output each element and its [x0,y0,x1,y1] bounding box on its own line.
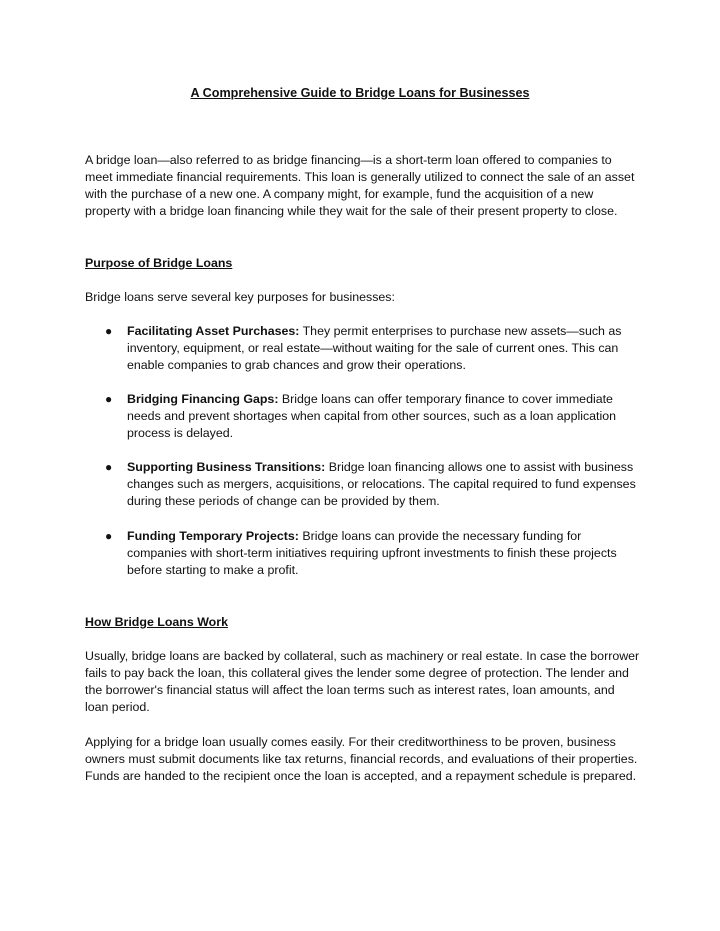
bullet-text: Bridge loans can offer temporary finance to cover immediate needs and prevent shortages when capital from other sources, such as a loan application process is delayed. [127,392,617,441]
purpose-lead-paragraph: Bridge loans serve several key purposes for businesses: [85,290,395,304]
bullet-text: They permit enterprises to purchase new assets—such as inventory, equipment, or real estate—without waiting for the sale of current ones. This can enable companies to grab chances and grow their operations. [127,324,622,373]
how-paragraph-collateral: Usually, bridge loans are backed by collateral, such as machinery or real estate. In case the borrower fails to pay back the loan, this collateral gives the lender some degree of protection. The lender and the borrower's financial status will affect the loan terms such as interest rates, loan amounts, and loan period. [85,649,640,715]
bullet-icon: ● [105,529,113,543]
bullet-term: Supporting Business Transitions: [127,460,326,474]
bullet-item-business-transitions [105,459,641,510]
bullet-item-temporary-projects [105,528,641,579]
bullet-item-asset-purchases [105,323,641,374]
bullet-term: Bridging Financing Gaps: [127,392,279,406]
bullet-icon: ● [105,460,113,474]
bullet-icon: ● [105,324,113,338]
bullet-term: Facilitating Asset Purchases: [127,324,300,338]
purpose-heading: Purpose of Bridge Loans [85,256,233,270]
intro-paragraph: A bridge loan—also referred to as bridge financing—is a short-term loan offered to companies to meet immediate financial requirements. This loan is generally utilized to connect the sale of an asset with the purchase of a new one. A company might, for example, fund the acquisition of a new property with a bridge loan financing while they wait for the sale of their present property to close. [85,153,635,219]
how-paragraph-application: Applying for a bridge loan usually comes easily. For their creditworthiness to be proven, business owners must submit documents like tax returns, financial records, and evaluations of their properties. Funds are handed to the recipient once the loan is accepted, and a repayment schedule is prepared. [85,735,638,784]
bullet-text: Bridge loans can provide the necessary funding for companies with short-term initiatives requiring upfront investments to finish these projects before starting to make a profit. [127,529,617,578]
document-title: A Comprehensive Guide to Bridge Loans for Businesses [190,86,530,100]
bullet-body [127,323,641,374]
bullet-item-financing-gaps [105,391,641,442]
bullet-term: Funding Temporary Projects: [127,529,299,543]
bullet-text: Bridge loan financing allows one to assist with business changes such as mergers, acquisitions, or relocations. The capital required to fund expenses during these periods of change can be provided by them. [127,460,636,509]
bullet-body [127,528,641,579]
bullet-icon: ● [105,392,113,406]
how-heading: How Bridge Loans Work [85,615,228,629]
bullet-body [127,391,641,442]
bullet-body [127,459,641,510]
